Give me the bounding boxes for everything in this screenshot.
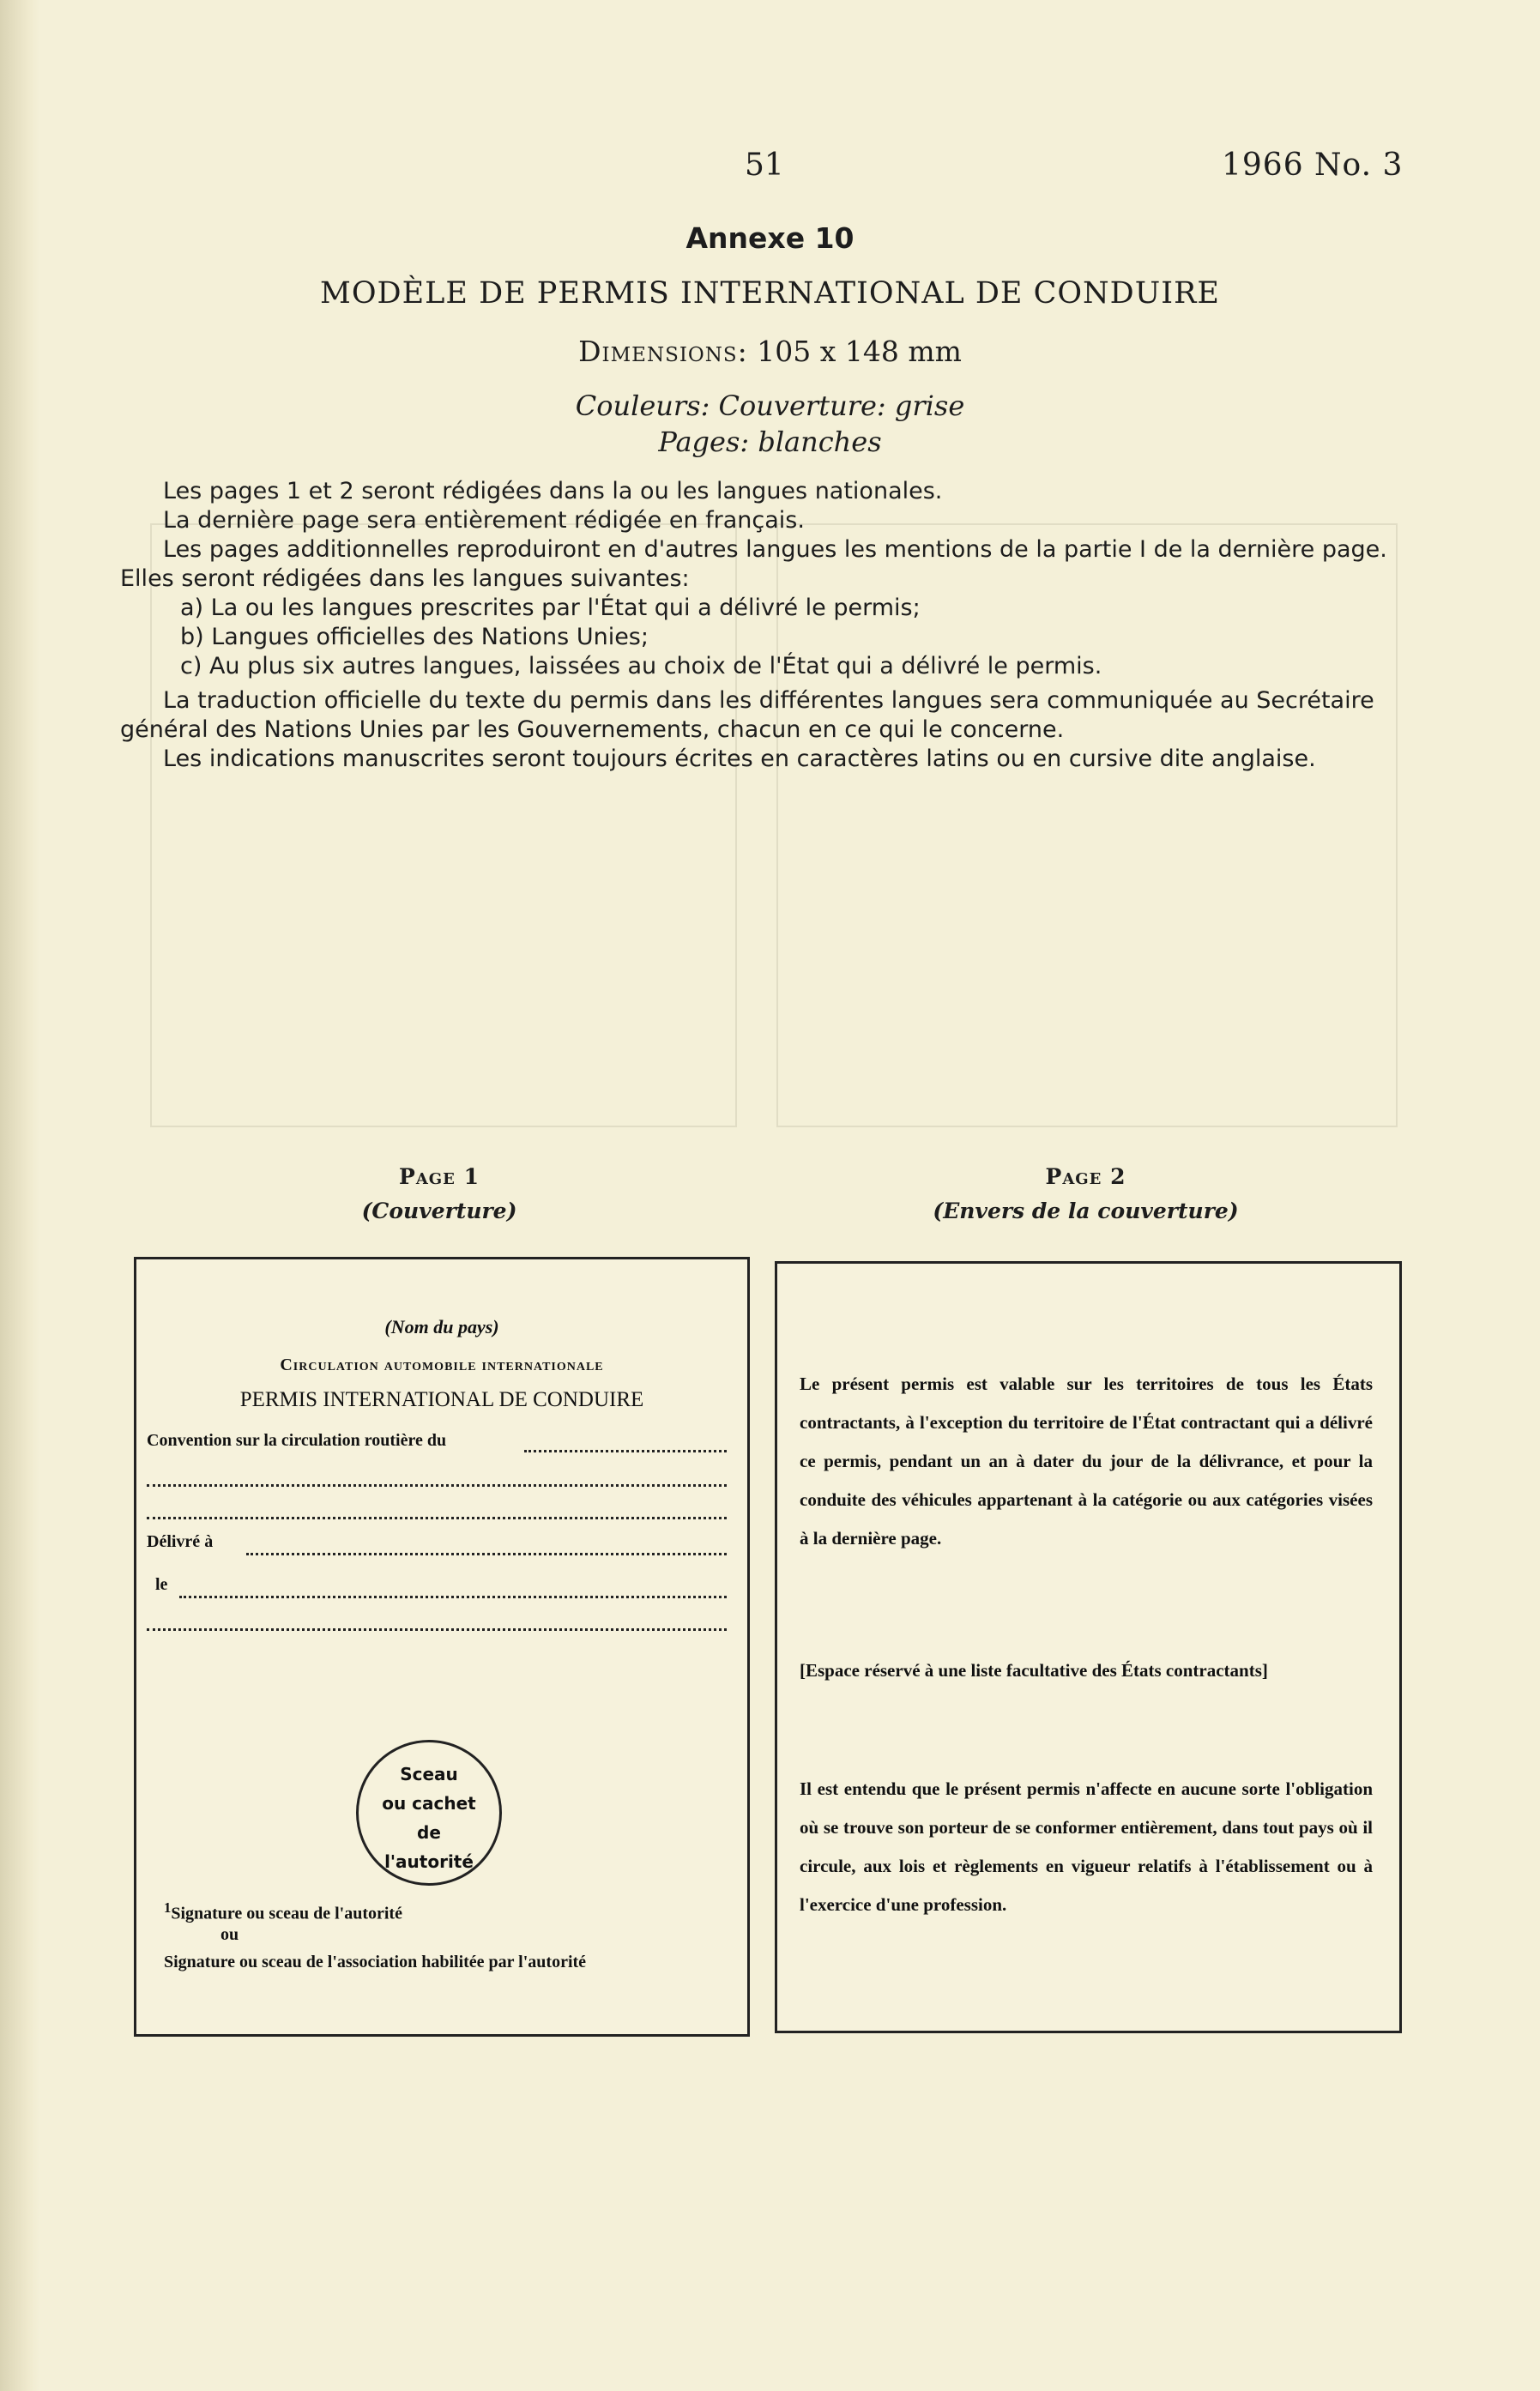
paragraph: Les pages 1 et 2 seront rédigées dans la ou les langues nationales. <box>163 478 943 504</box>
list-item: b) Langues officielles des Nations Unies; <box>180 624 649 650</box>
dimensions-label: Dimensions: <box>578 335 748 368</box>
seal-line: l'autorité <box>384 1851 474 1872</box>
colors-cover: Couleurs: Couverture: grise <box>575 389 965 422</box>
page2-sublabel: (Envers de la couverture) <box>933 1199 1239 1223</box>
annex-title: Annexe 10 <box>685 221 855 255</box>
delivered-label: Délivré à <box>147 1532 214 1551</box>
page1-label: Page 1 <box>399 1164 480 1189</box>
paragraph: La dernière page sera entièrement rédigée en français. <box>163 507 805 534</box>
page1-label-block <box>134 1160 745 1229</box>
country-name: (Nom du pays) <box>384 1316 499 1337</box>
page-number: 51 <box>745 148 784 183</box>
signature-association: Signature ou sceau de l'association habilitée par l'autorité <box>164 1953 587 1971</box>
list-item: c) Au plus six autres langues, laissées au choix de l'État qui a délivré le permis. <box>180 653 1102 679</box>
date-dotline-2 <box>147 1628 727 1631</box>
main-title: MODÈLE DE PERMIS INTERNATIONAL DE CONDUIRE <box>320 276 1220 311</box>
convention-label: Convention sur la circulation routière du <box>147 1431 447 1450</box>
page2-inner-cover-box <box>775 1261 1402 2033</box>
dimensions <box>0 335 1540 368</box>
convention-dotline <box>524 1450 727 1452</box>
contracting-states-space: [Espace réservé à une liste facultative des États contractants] <box>800 1660 1268 1681</box>
body-text <box>120 477 1414 774</box>
paragraph: La traduction officielle du texte du permis dans les différentes langues sera communiquée au Secrétaire général des Nations Unies par les Gouvernements, chacun en ce qui le concerne. <box>120 687 1374 743</box>
seal-line: ou cachet <box>382 1793 476 1814</box>
seal-circle <box>356 1740 502 1886</box>
year-issue: 1966 No. 3 <box>1222 148 1404 183</box>
footnote-marker: 1 <box>164 1899 172 1916</box>
validity-text: Le présent permis est valable sur les territoires de tous les États contractants, à l'exception du territoire de l'État contractant qui a délivré ce permis, pendant un an à dater du jour de la délivrance, et pour la conduite des véhicules appartenant à la catégorie ou aux catégories visées à la dernière page. <box>800 1374 1373 1549</box>
seal-line: Sceau <box>400 1764 458 1784</box>
page2-label: Page 2 <box>1045 1164 1126 1189</box>
page1-sublabel: (Couverture) <box>361 1199 517 1223</box>
seal-line: de <box>417 1822 441 1843</box>
permit-title: PERMIS INTERNATIONAL DE CONDUIRE <box>239 1388 644 1411</box>
signature-authority: Signature ou sceau de l'autorité <box>171 1904 402 1923</box>
date-dotline <box>179 1596 727 1598</box>
dimensions-value: 105 x 148 mm <box>757 335 962 368</box>
page1-cover-box <box>134 1257 750 2037</box>
colors-pages: Pages: blanches <box>658 426 882 458</box>
delivered-dotline <box>246 1553 727 1555</box>
date-label: le <box>155 1575 168 1594</box>
colors-block <box>0 388 1540 460</box>
page2-label-block <box>775 1160 1397 1229</box>
circulation-heading: Circulation automobile internationale <box>280 1356 604 1374</box>
paragraph: Les indications manuscrites seront toujours écrites en caractères latins ou en cursive dite anglaise. <box>163 746 1316 772</box>
list-item: a) La ou les langues prescrites par l'État qui a délivré le permis; <box>180 595 921 621</box>
paragraph: Les pages additionnelles reproduiront en d'autres langues les mentions de la partie I de la dernière page. Elles seront rédigées dans les langues suivantes: <box>120 536 1387 592</box>
convention-dotline-3 <box>147 1517 727 1519</box>
convention-dotline-2 <box>147 1484 727 1487</box>
obligation-text: Il est entendu que le présent permis n'affecte en aucune sorte l'obligation où se trouve son porteur de se conformer entièrement, dans tout pays où il circule, aux lois et règlements en vigueur relatifs à l'établissement ou à l'exercice d'une profession. <box>800 1778 1373 1915</box>
signature-line-1 <box>164 1899 402 1924</box>
signature-or: ou <box>220 1925 239 1944</box>
